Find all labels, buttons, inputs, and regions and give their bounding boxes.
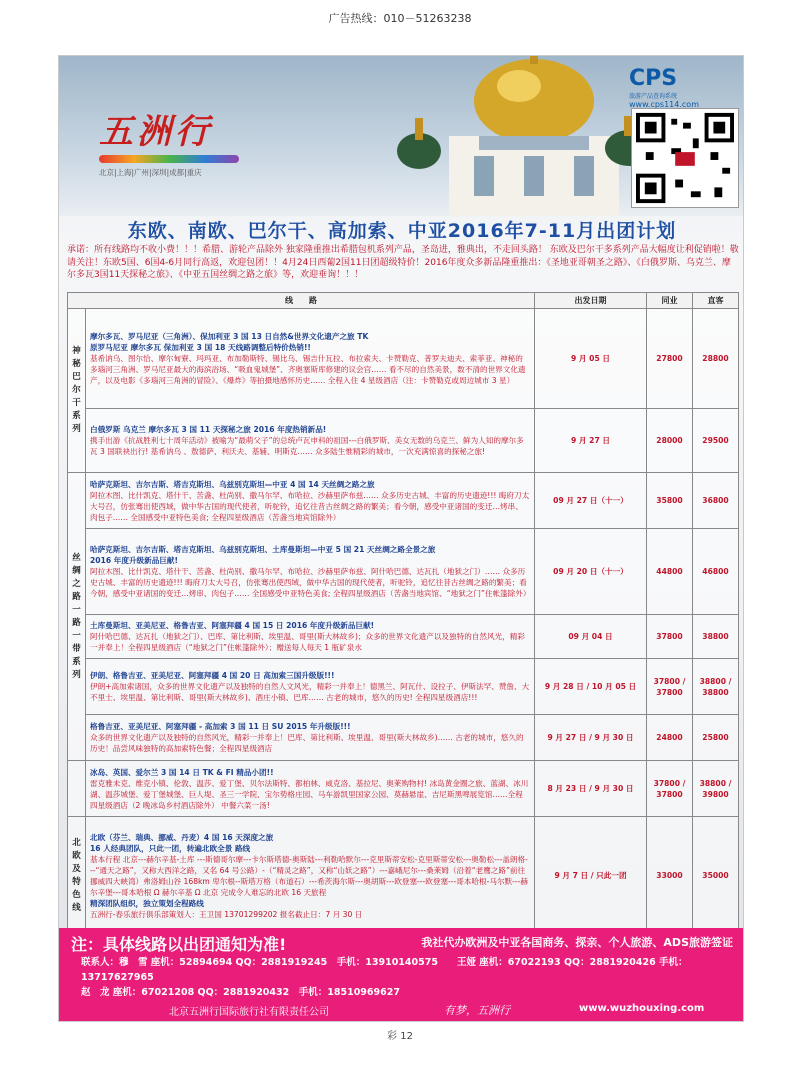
table-row <box>68 309 739 409</box>
date-cell: 09 月 27 日（十一） <box>535 473 647 529</box>
peer-price: 27800 <box>647 309 693 409</box>
direct-price: 46800 <box>693 529 739 615</box>
brand-logo <box>99 104 254 194</box>
company-name: 北京五洲行国际旅行社有限责任公司 <box>169 1007 329 1018</box>
direct-price: 35000 <box>693 817 739 935</box>
date-cell: 9 月 27 日 <box>535 409 647 473</box>
table-row <box>68 473 739 529</box>
table-header-row <box>68 293 739 309</box>
table-row <box>68 715 739 761</box>
col-date: 出发日期 <box>535 293 647 309</box>
route-cell: 哈萨克斯坦、吉尔吉斯、塔吉克斯坦、乌兹别克斯坦—中亚 4 国 14 天丝绸之路之旅 阿拉木图、比什凯克、塔什干、苦盏、杜尚别、撒马尔罕、布哈拉、沙赫里萨布兹…… 众多历史古城、丰富的历史遗迹!!! 晦府刀太大号召，仿张骞出使西域，做中华古国的现代使者，听驼铃，追忆往昔古丝绸之路的繁美；看今朝，感受中亚诸国的变迁…烤串、肉包子…… 全国感受中亚特色美食; 全程四星级酒店（苦盏当地宾馆除外） <box>86 473 535 529</box>
table-row <box>68 761 739 817</box>
direct-price: 38800 / 38800 <box>693 659 739 715</box>
company-row <box>59 1000 744 1022</box>
ad-hotline: 广告热线：010－51263238 <box>328 12 472 25</box>
peer-price: 37800 / 37800 <box>647 659 693 715</box>
notice-text: 注：具体线路以出团通知为准! <box>71 935 287 954</box>
route-cell: 摩尔多瓦、罗马尼亚（三角洲）、保加利亚 3 国 13 日自然&世界文化遗产之旅 TK 原罗马尼亚 摩尔多瓦 保加利亚 3 国 18 天线路调整后特价热销!! 基希讷乌、图尔恰、摩尔甸寮、玛玛亚、布加勒斯特、锡比乌、锡吉什瓦拉、布拉索夫、卡赞勒克、普罗夫迪夫、索菲亚、神秘的多瑙河三角洲、罗马尼亚最大的海滨浴场、“吸血鬼城堡”、齐奥塞斯库修建的议会宫…… 看不尽的自然美景，数不清的世界文化遗产，以及电影《多瑙河三角洲的冒险》、《爆炸》等拍摄地感怀历史…… 全程入住 4 星级酒店（注：卡赞勒克或周边城市 3 星） <box>86 309 535 409</box>
slogan: 有梦，五洲行 <box>444 1004 510 1017</box>
brand-swoosh-icon <box>99 155 239 163</box>
peer-price: 33000 <box>647 817 693 935</box>
peer-price: 37800 / 37800 <box>647 761 693 817</box>
table-row <box>68 409 739 473</box>
peer-price: 44800 <box>647 529 693 615</box>
date-cell: 9 月 05 日 <box>535 309 647 409</box>
date-cell: 9 月 27 日 / 9 月 30 日 <box>535 715 647 761</box>
route-cell: 伊朗、格鲁吉亚、亚美尼亚、阿塞拜疆 4 国 20 日 高加索三国升级版!!! 伊朗+高加索诸国，众多的世界文化遗产以及独特的自然人文风光，精彩一并奉上！德黑兰、阿瓦什、设拉子、伊斯法罕、赞詹、大不里士、埃里温、第比利斯、哥里(斯大林故乡)、酒庄小镇、巴库…… 古老的城市，悠久的历史! 全程四星级酒店!!! <box>86 659 535 715</box>
route-cell: 哈萨克斯坦、吉尔吉斯、塔吉克斯坦、乌兹别克斯坦、土库曼斯坦—中亚 5 国 21 天丝绸之路全景之旅 2016 年度升级新品巨献! 阿拉木图、比什凯克、塔什干、苦盏、杜尚别、撒马尔罕、布哈拉、沙赫里萨布兹、阿什哈巴德、达瓦扎（地狱之门）…… 众多历史古城、丰富的历史遗迹!!! 晦府刀太大号召，仿张骞出使西域，做中华古国的现代使者，听驼铃，追忆往昔古丝绸之路的繁美；看今朝，感受中亚诸国的变迁…烤串、肉包子…… 全国感受中亚特色美食; 全程四星级酒店（苦盏当地宾馆、“地狱之门”住帐篷除外） <box>86 529 535 615</box>
cps-url: www.cps114.com <box>629 100 699 109</box>
direct-price: 38800 / 39800 <box>693 761 739 817</box>
category-balkan: 神 秘 巴 尔 干 系 列 <box>68 309 86 473</box>
peer-price: 28000 <box>647 409 693 473</box>
cps-logo <box>629 66 741 108</box>
poster <box>58 55 744 1022</box>
date-cell: 09 月 20 日（十一） <box>535 529 647 615</box>
direct-price: 25800 <box>693 715 739 761</box>
route-cell: 白俄罗斯 乌克兰 摩尔多瓦 3 国 11 天探秘之旅 2016 年度热销新品! 携手出游《抗战胜利七十周年活动》被喻为“最萌父子”的总统卢瓦申科的祖国---白俄罗斯、美女无数的乌克兰、鲜为人知的摩尔多瓦 3 国联袂出行! 基希讷乌 、敖德萨、利沃夫、基辅、明斯克…… 众多陆生惟精彩的城市，一次充满惊喜的探秘之旅! <box>86 409 535 473</box>
col-direct: 直客 <box>693 293 739 309</box>
table-row <box>68 817 739 935</box>
date-cell: 9 月 28 日 / 10 月 05 日 <box>535 659 647 715</box>
category-silk-road: 丝 绸 之 路 一 路 一 带 系 列 <box>68 473 86 761</box>
route-cell: 土库曼斯坦、亚美尼亚、格鲁吉亚、阿塞拜疆 4 国 15 日 2016 年度升级新品巨献! 阿什哈巴德、达瓦扎（地狱之门）、巴库、第比利斯、埃里温、哥里(斯大林故乡)；众多的世界文化遗产以及独特的自然风光，精彩一并奉上！全程四星级酒店（“地狱之门”住帐篷除外）；赠送每人每天 1 瓶矿泉水 <box>86 615 535 659</box>
cps-subtitle: 旅游产品查询系统 <box>629 93 678 100</box>
category-blank <box>68 761 86 817</box>
visa-service-text: 我社代办欧洲及中亚各国商务、探亲、个人旅游、ADS旅游签证 <box>421 936 733 949</box>
website-link[interactable]: www.wuzhouxing.com <box>579 1003 705 1014</box>
date-cell: 09 月 04 日 <box>535 615 647 659</box>
contact-line-1: 联系人：穆 雪 座机：52894694 QQ：2881919245 手机：13910140575 王娅 座机：67022193 QQ：2881920426 手机：13717627965 <box>81 957 688 983</box>
brand-name: 五洲行 <box>99 112 213 152</box>
route-cell: 冰岛、英国、爱尔兰 3 国 14 日 TK & FI 精品小团!! 雷克雅未克、维克小镇、伦敦、温莎、爱丁堡、贝尔法斯特、都柏林、威克洛、基拉尼、奥莱购物村! 冰岛黄金圈之旅、蓝湖、冰川湖、温莎城堡、爱丁堡城堡、巨人堤、圣三一学院、宝尔势格庄园、马车游凯里国家公园、莫赫悬崖、吉尼斯黑啤展览馆……全程四星级酒店（2 晚冰岛乡村酒店除外） 中餐六菜一汤! <box>86 761 535 817</box>
route-cell: 北欧（芬兰、瑞典、挪威、丹麦）4 国 16 天深度之旅 16 人经典团队，只此一团，转遍北欧全景 路线 基本行程 北京---赫尔辛基-土库 ---斯德哥尔摩---卡尔斯塔德-奥斯陆---利勒哈默尔---克里斯蒂安松-克里斯蒂安松---奥勒松---盖朗格---“通天之路”，又称大西洋之路，又名 64 号公路）-（“精灵之路”，又称“山妖之路”）---嘉峨尼尔---桑莱姆（沿着“老鹰之路”前往挪威四大峡湾）弗洛姆山谷 168km 卑尔根--斯塔万格（布道石）---希茨海尔斯---奥胡斯---欧登塞---欧登塞---哥本哈根-马尔默---赫尔辛堡---哥本哈根 Ω 赫尔辛基 Ω 北京 完成令人难忘的北欧 16 天旅程 精深团队组织，独立策划全程路线 五洲行-春乐旅行俱乐部策划人：王卫国 13701299202 报名截止日：7 月 30 日 <box>86 817 535 935</box>
col-route: 线 路 <box>68 293 535 309</box>
contact-bar <box>59 928 744 1022</box>
table-row <box>68 659 739 715</box>
col-peer: 同业 <box>647 293 693 309</box>
table-row <box>68 529 739 615</box>
route-table <box>67 292 739 935</box>
peer-price: 37800 <box>647 615 693 659</box>
qr-code-icon <box>631 108 739 208</box>
table-row <box>68 615 739 659</box>
peer-price: 24800 <box>647 715 693 761</box>
direct-price: 28800 <box>693 309 739 409</box>
page-number: 彩 12 <box>387 1031 413 1042</box>
contacts <box>81 955 741 1000</box>
peer-price: 35800 <box>647 473 693 529</box>
date-cell: 8 月 23 日 / 9 月 30 日 <box>535 761 647 817</box>
direct-price: 36800 <box>693 473 739 529</box>
contact-line-2: 赵 龙 座机：67021208 QQ：2881920432 手机：18510969627 <box>81 987 400 998</box>
direct-price: 38800 <box>693 615 739 659</box>
route-cell: 格鲁吉亚、亚美尼亚、阿塞拜疆 - 高加索 3 国 11 日 SU 2015 年升级版!!! 众多的世界文化遗产以及独特的自然风光，精彩一并奉上！巴库、第比利斯、埃里温、哥里(斯大林故乡)…… 古老的城市，悠久的历史！品尝风味独特的高加索特色餐；全程四星级酒店 <box>86 715 535 761</box>
category-nordic: 北 欧 及 特 色 线 <box>68 817 86 935</box>
direct-price: 29500 <box>693 409 739 473</box>
headline: 东欧、南欧、巴尔干、高加索、中亚2016年7-11月出团计划 <box>127 220 677 242</box>
cps-mark: CPS <box>629 66 678 91</box>
brand-cities: 北京|上海|广州|深圳|成都|重庆 <box>99 168 202 177</box>
intro-text: 承诺：所有线路均不收小费！！！希腊、游轮产品除外 独家隆重推出希腊包机系列产品，圣岛进，雅典出，不走回头路！ 东欧及巴尔干多系列产品大幅度让利促销啦！敬请关注！东欧5国、6国4-6月同行高返，欢迎包团！！4月24日西葡2国11日团超级特价！2016年度众多新品隆重推出：《圣地亚哥朝圣之路》、《白俄罗斯、乌克兰、摩尔多瓦3国11天探秘之旅》、《中亚五国丝绸之路之旅》等，欢迎垂询！！！ <box>67 245 739 280</box>
date-cell: 9 月 7 日 / 只此一团 <box>535 817 647 935</box>
